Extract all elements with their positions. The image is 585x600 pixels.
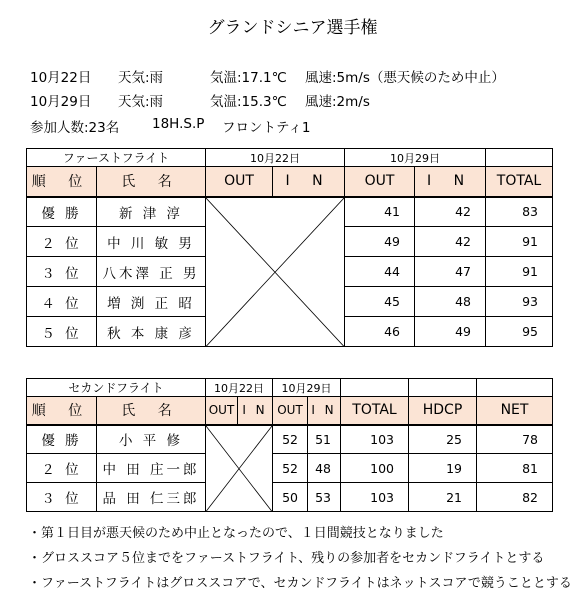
table-row bbox=[27, 197, 553, 227]
net-score: 82 bbox=[477, 483, 553, 512]
note-1: ・第１日目が悪天候のため中止となったので、１日間競技となりました bbox=[28, 526, 444, 541]
rank-cell: ２ 位 bbox=[27, 227, 97, 257]
round1-date: 10月22日 bbox=[30, 70, 92, 86]
header-total: TOTAL bbox=[486, 167, 553, 197]
out-score: 46 bbox=[345, 317, 415, 347]
hdcp-value: 21 bbox=[409, 483, 477, 512]
rank-cell: ３ 位 bbox=[27, 483, 97, 512]
name-cell: 新 津 淳 bbox=[97, 197, 206, 227]
in-score: 42 bbox=[415, 227, 486, 257]
second-flight-blank-1 bbox=[341, 379, 409, 397]
in-score: 48 bbox=[308, 454, 341, 483]
name-cell: 品 田 仁三郎 bbox=[97, 483, 206, 512]
name-cell: 中 川 敏 男 bbox=[97, 227, 206, 257]
total-score: 103 bbox=[341, 483, 409, 512]
rank-cell: ４ 位 bbox=[27, 287, 97, 317]
second-flight-blank-3 bbox=[477, 379, 553, 397]
second-flight-blank-2 bbox=[409, 379, 477, 397]
table-row bbox=[27, 483, 553, 512]
round2-date: 10月29日 bbox=[30, 94, 92, 110]
first-flight-table bbox=[26, 148, 553, 347]
cancelled-round-cross bbox=[206, 197, 345, 347]
out-score: 45 bbox=[345, 287, 415, 317]
in-score: 48 bbox=[415, 287, 486, 317]
out-score: 52 bbox=[273, 425, 308, 454]
first-flight-blank bbox=[486, 149, 553, 167]
table-row bbox=[27, 425, 553, 454]
total-score: 83 bbox=[486, 197, 553, 227]
name-cell: 小 平 修 bbox=[97, 425, 206, 454]
first-flight-date1: 10月22日 bbox=[206, 149, 345, 167]
note-2: ・グロススコア５位までをファーストフライト、残りの参加者をセカンドフライトとする bbox=[28, 551, 545, 566]
header-rank: 順 位 bbox=[27, 397, 97, 425]
total-score: 91 bbox=[486, 257, 553, 287]
out-score: 44 bbox=[345, 257, 415, 287]
rank-cell: ２ 位 bbox=[27, 454, 97, 483]
round1-wind: 風速:5m/s（悪天候のため中止） bbox=[305, 70, 505, 86]
in-score: 42 bbox=[415, 197, 486, 227]
course: 18H.S.P bbox=[152, 116, 205, 132]
name-cell: 秋 本 康 彦 bbox=[97, 317, 206, 347]
in-score: 49 bbox=[415, 317, 486, 347]
round1-weather: 天気:雨 bbox=[118, 70, 164, 86]
out-score: 50 bbox=[273, 483, 308, 512]
net-score: 81 bbox=[477, 454, 553, 483]
first-flight-caption: ファーストフライト bbox=[27, 149, 206, 167]
name-cell: 中 田 庄一郎 bbox=[97, 454, 206, 483]
round2-temp: 気温:15.3℃ bbox=[210, 94, 287, 110]
header-in-1: I N bbox=[273, 167, 345, 197]
header-out-2: OUT bbox=[345, 167, 415, 197]
total-score: 103 bbox=[341, 425, 409, 454]
round2-wind: 風速:2m/s bbox=[305, 94, 370, 110]
name-cell: 増 渕 正 昭 bbox=[97, 287, 206, 317]
total-score: 93 bbox=[486, 287, 553, 317]
rank-cell: 優 勝 bbox=[27, 197, 97, 227]
hdcp-value: 19 bbox=[409, 454, 477, 483]
second-flight-caption: セカンドフライト bbox=[27, 379, 206, 397]
total-score: 91 bbox=[486, 227, 553, 257]
page-title: グランドシニア選手権 bbox=[207, 18, 378, 38]
header-out-1: OUT bbox=[206, 397, 238, 425]
header-net: NET bbox=[477, 397, 553, 425]
in-score: 51 bbox=[308, 425, 341, 454]
header-in-1: I N bbox=[238, 397, 273, 425]
first-flight-date2: 10月29日 bbox=[345, 149, 486, 167]
out-score: 49 bbox=[345, 227, 415, 257]
header-in-2: I N bbox=[415, 167, 486, 197]
second-flight-date1: 10月22日 bbox=[206, 379, 273, 397]
in-score: 53 bbox=[308, 483, 341, 512]
round1-temp: 気温:17.1℃ bbox=[210, 70, 287, 86]
in-score: 47 bbox=[415, 257, 486, 287]
cancelled-round-cross bbox=[206, 425, 273, 512]
out-score: 41 bbox=[345, 197, 415, 227]
participants: 参加人数:23名 bbox=[30, 120, 120, 136]
header-rank: 順 位 bbox=[27, 167, 97, 197]
header-in-2: I N bbox=[308, 397, 341, 425]
table-row bbox=[27, 454, 553, 483]
header-name: 氏 名 bbox=[97, 397, 206, 425]
round2-weather: 天気:雨 bbox=[118, 94, 164, 110]
note-3: ・ファーストフライトはグロススコアで、セカンドフライトはネットスコアで競うこととする bbox=[28, 576, 572, 591]
hdcp-value: 25 bbox=[409, 425, 477, 454]
total-score: 100 bbox=[341, 454, 409, 483]
header-out-2: OUT bbox=[273, 397, 308, 425]
header-hdcp: HDCP bbox=[409, 397, 477, 425]
header-total: TOTAL bbox=[341, 397, 409, 425]
net-score: 78 bbox=[477, 425, 553, 454]
second-flight-date2: 10月29日 bbox=[273, 379, 341, 397]
rank-cell: ５ 位 bbox=[27, 317, 97, 347]
rank-cell: ３ 位 bbox=[27, 257, 97, 287]
total-score: 95 bbox=[486, 317, 553, 347]
header-out-1: OUT bbox=[206, 167, 273, 197]
header-name: 氏 名 bbox=[97, 167, 206, 197]
name-cell: 八木澤 正 男 bbox=[97, 257, 206, 287]
rank-cell: 優 勝 bbox=[27, 425, 97, 454]
tee: フロントティ1 bbox=[222, 120, 311, 136]
second-flight-table bbox=[26, 378, 553, 512]
out-score: 52 bbox=[273, 454, 308, 483]
